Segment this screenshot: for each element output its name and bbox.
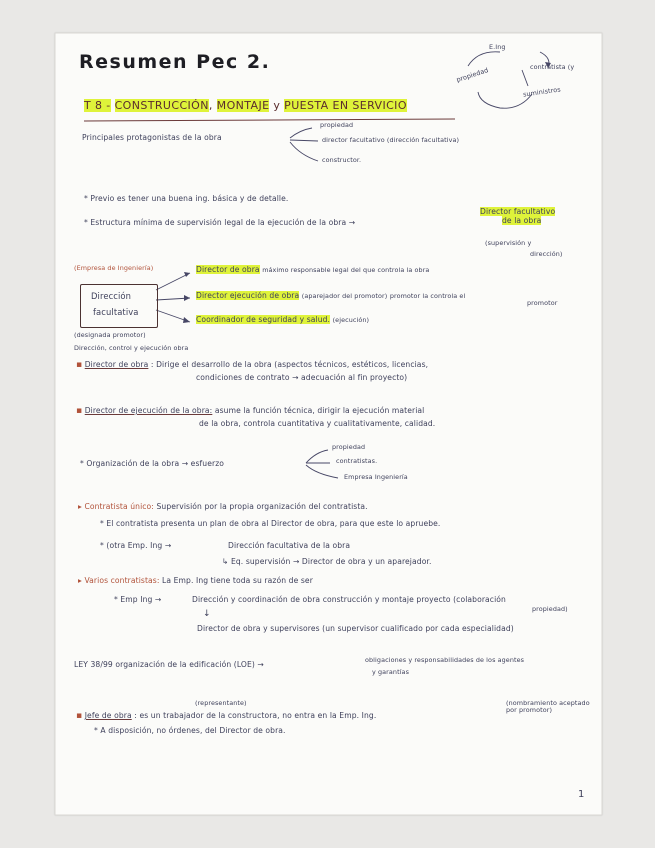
varios-text: La Emp. Ing tiene toda su razón de ser	[162, 576, 313, 585]
jefe-label: Jefe de obra	[84, 711, 132, 720]
role-director-obra	[196, 266, 429, 275]
protagonista-1: propiedad	[320, 121, 354, 129]
organizacion-item-1: propiedad	[332, 443, 366, 451]
varios-sub-1a: * Emp Ing →	[114, 595, 162, 604]
ley-text: LEY 38/99 organización de la edificación (LOE) →	[74, 660, 264, 669]
role-2-name: Director ejecución de obra	[196, 291, 300, 300]
cycle-bottom-label: suministros	[522, 85, 562, 99]
page-title: Resumen Pec 2.	[79, 51, 271, 73]
note-estructura: * Estructura mínima de supervisión legal de la ejecución de la obra →	[84, 218, 356, 227]
box-line-1: Dirección	[91, 291, 132, 301]
df-line-2: de la obra	[502, 215, 542, 225]
role-3-name: Coordinador de seguridad y salud.	[196, 315, 331, 324]
contratista-unico-label: Contratista único:	[84, 502, 154, 511]
df-sub-2: dirección)	[530, 250, 563, 258]
director-obra-line-1: Dirige el desarrollo de la obra (aspectos técnicos, estéticos, licencias,	[156, 360, 429, 369]
jefe-paragraph	[76, 711, 376, 721]
bullet-icon: ▪	[76, 360, 83, 370]
director-facultativo-highlight	[480, 208, 555, 225]
df-line-1: Director facultativo	[480, 207, 556, 216]
director-ejecucion-label: Director de ejecución de la obra:	[84, 406, 213, 415]
role-3-desc: (ejecución)	[332, 316, 370, 324]
section-heading	[84, 100, 407, 113]
jefe-paren: (nombramiento aceptado por promotor)	[506, 699, 590, 715]
arrow-bullet-icon: ▸	[78, 576, 82, 585]
jefe-sub: * A disposición, no órdenes, del Director de obra.	[94, 726, 286, 735]
arrow-bullet-icon: ▸	[78, 502, 82, 511]
varios-label: Varios contratistas:	[84, 576, 160, 585]
director-ejecucion-line-1: asume la función técnica, dirigir la ejecución material	[214, 406, 425, 415]
role-1-desc: máximo responsable legal del que controla la obra	[262, 266, 430, 274]
cycle-right-label: contratista (y	[530, 63, 575, 71]
role-2-extra: promotor la controla el	[389, 292, 466, 300]
contratista-unico-paragraph	[78, 503, 368, 512]
varios-paragraph	[78, 577, 313, 586]
box-line-2: facultativa	[93, 307, 139, 317]
varios-sub-2: Director de obra y supervisores (un supervisor cualificado por cada especialidad)	[197, 624, 514, 633]
role-1-name: Director de obra	[196, 265, 260, 274]
director-ejecucion-paragraph	[76, 406, 424, 416]
organizacion-item-2: contratistas.	[336, 457, 378, 465]
role-director-ejecucion	[196, 292, 465, 301]
organizacion-label: * Organización de la obra → esfuerzo	[80, 459, 225, 468]
protagonista-3: constructor.	[322, 156, 362, 164]
cycle-left-label: propiedad	[455, 66, 490, 84]
designada-label: (designada promotor)	[74, 331, 146, 339]
bullet-icon: ▪	[76, 406, 83, 416]
contratista-unico-sub-2b: Dirección facultativa de la obra	[228, 541, 351, 550]
section-title-1: CONSTRUCCIÓN	[114, 99, 209, 112]
role-2-desc: (aparejador del promotor)	[301, 292, 388, 300]
director-obra-label: Director de obra	[84, 360, 149, 369]
page-number: 1	[578, 789, 585, 800]
director-obra-paragraph	[76, 360, 428, 370]
contratista-unico-sub-2a: * (otra Emp. Ing →	[100, 541, 172, 550]
section-comma: ,	[208, 99, 213, 112]
section-title-3: PUESTA EN SERVICIO	[284, 99, 407, 112]
contratista-unico-sub-3: ↳ Eq. supervisión → Director de obra y un aparejador.	[222, 557, 432, 566]
protagonistas-label: Principales protagonistas de la obra	[82, 133, 222, 142]
direccion-control-line: Dirección, control y ejecución obra	[74, 344, 189, 352]
cycle-top-label: E.Ing	[489, 43, 506, 51]
empresa-label: (Empresa de Ingeniería)	[74, 264, 154, 272]
jefe-text: : es un trabajador de la constructora, no entra en la Emp. Ing.	[134, 711, 377, 720]
director-obra-colon: :	[150, 360, 154, 369]
protagonista-2: director facultativo (dirección facultativa)	[322, 136, 460, 144]
varios-sub-1b: Dirección y coordinación de obra construcción y montaje proyecto (colaboración	[192, 595, 506, 604]
director-obra-line-2: condiciones de contrato → adecuación al fin proyecto)	[196, 373, 408, 382]
down-arrow-icon: ↓	[203, 609, 211, 619]
director-ejecucion-line-2: de la obra, controla cuantitativa y cualitativamente, calidad.	[199, 419, 436, 428]
role-coordinador	[196, 316, 369, 325]
organizacion-item-3: Empresa Ingeniería	[344, 473, 408, 481]
note-previo: * Previo es tener una buena ing. básica y de detalle.	[84, 194, 289, 203]
varios-sub-1c: propiedad)	[532, 605, 568, 613]
jefe-sup: (representante)	[195, 699, 247, 707]
section-number: T 8 -	[84, 99, 111, 112]
df-sub-1: (supervisión y	[485, 239, 532, 247]
ley-tail-2: y garantías	[372, 668, 410, 676]
contratista-unico-sub-1: * El contratista presenta un plan de obra al Director de obra, para que este lo apruebe.	[100, 519, 441, 528]
ley-tail-1: obligaciones y responsabilidades de los agentes	[365, 656, 525, 664]
section-y: y	[273, 99, 281, 112]
role-2-extra2: promotor	[527, 299, 558, 307]
bullet-icon: ▪	[76, 711, 83, 721]
section-title-2: MONTAJE	[216, 99, 270, 112]
contratista-unico-text: Supervisión por la propia organización del contratista.	[156, 502, 368, 511]
